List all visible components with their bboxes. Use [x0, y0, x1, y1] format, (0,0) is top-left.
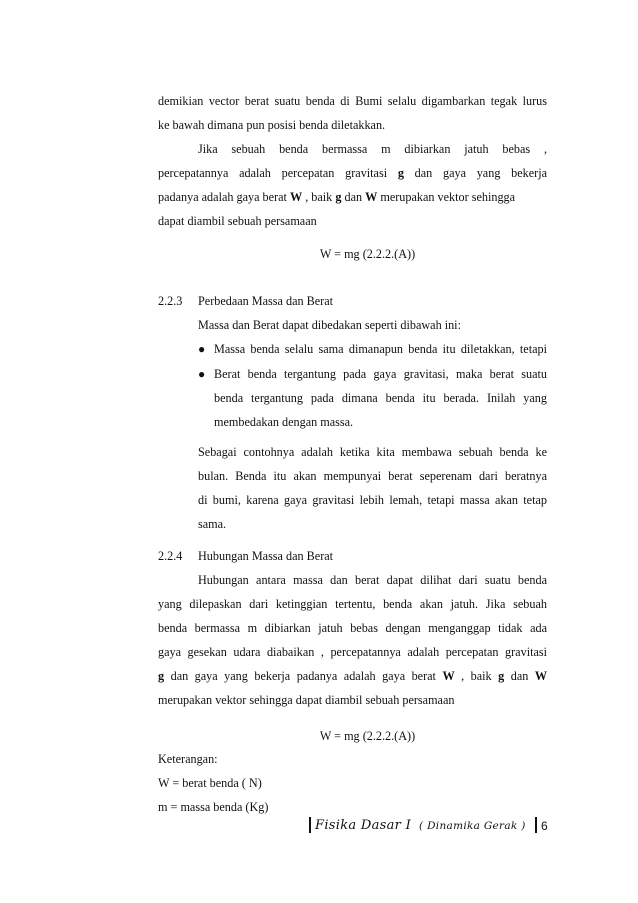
text-line: padanya adalah gaya berat W , baik g dan W merupakan vektor sehingga	[158, 190, 516, 204]
page-number: 6	[541, 819, 548, 833]
text-line: demikian vector berat suatu benda di Bumi selalu digambarkan tegak lurus	[158, 94, 547, 108]
equation: W = mg (2.2.2.(A))	[319, 729, 416, 743]
text-line: dapat diambil sebuah persamaan	[158, 214, 317, 228]
bullet-text: Massa benda selalu sama dimanapun benda itu diletakkan, tetapi	[214, 342, 547, 356]
text-line: benda bermassa m dibiarkan jatuh bebas dengan menganggap tidak ada	[158, 621, 547, 635]
text-line: Jika sebuah benda bermassa m dibiarkan jatuh bebas ,	[198, 142, 547, 156]
bullet-text: membedakan dengan massa.	[214, 415, 354, 429]
text-line: sama.	[198, 517, 227, 531]
legend-item: W = berat benda ( N)	[158, 776, 262, 790]
bullet-icon: ●	[198, 367, 206, 381]
legend-heading: Keterangan:	[158, 752, 218, 766]
section-number: 2.2.4	[158, 549, 183, 563]
legend-item: m = massa benda (Kg)	[158, 800, 269, 814]
page-footer	[0, 816, 638, 838]
section-number: 2.2.3	[158, 294, 183, 308]
text-line: g dan gaya yang bekerja padanya adalah gaya berat W , baik g dan W	[158, 669, 547, 683]
footer-divider	[309, 817, 311, 833]
footer-chapter: ( Dinamika Gerak )	[419, 820, 526, 832]
text-line: Sebagai contohnya adalah ketika kita membawa sebuah benda ke	[198, 445, 547, 459]
footer-book-title: Fisika Dasar I	[315, 818, 412, 833]
text-line: ke bawah dimana pun posisi benda diletakkan.	[158, 118, 386, 132]
footer-title	[315, 818, 526, 833]
section-title: Perbedaan Massa dan Berat	[198, 294, 334, 308]
text-line: percepatannya adalah percepatan gravitasi g dan gaya yang bekerja	[158, 166, 547, 180]
text-line: Hubungan antara massa dan berat dapat dilihat dari suatu benda	[198, 573, 547, 587]
text-line: Massa dan Berat dapat dibedakan seperti dibawah ini:	[198, 318, 461, 332]
section-title: Hubungan Massa dan Berat	[198, 549, 334, 563]
equation-row	[0, 247, 638, 263]
text-line: gaya gesekan udara diabaikan , percepatannya adalah percepatan gravitasi	[158, 645, 547, 659]
bullet-text: benda tergantung pada dimana benda itu berada. Inilah yang	[214, 391, 547, 405]
text-line: di bumi, karena gaya gravitasi lebih lemah, tetapi massa akan tetap	[198, 493, 547, 507]
text-line: yang dilepaskan dari ketinggian tertentu, benda akan jatuh. Jika sebuah	[158, 597, 547, 611]
text-line: bulan. Benda itu akan mempunyai berat seperenam dari beratnya	[198, 469, 547, 483]
footer-divider	[535, 817, 537, 833]
bullet-icon: ●	[198, 342, 206, 356]
text-line: merupakan vektor sehingga dapat diambil sebuah persamaan	[158, 693, 455, 707]
bullet-text: Berat benda tergantung pada gaya gravitasi, maka berat suatu	[214, 367, 547, 381]
equation: W = mg (2.2.2.(A))	[319, 247, 416, 261]
equation-row	[0, 729, 638, 745]
